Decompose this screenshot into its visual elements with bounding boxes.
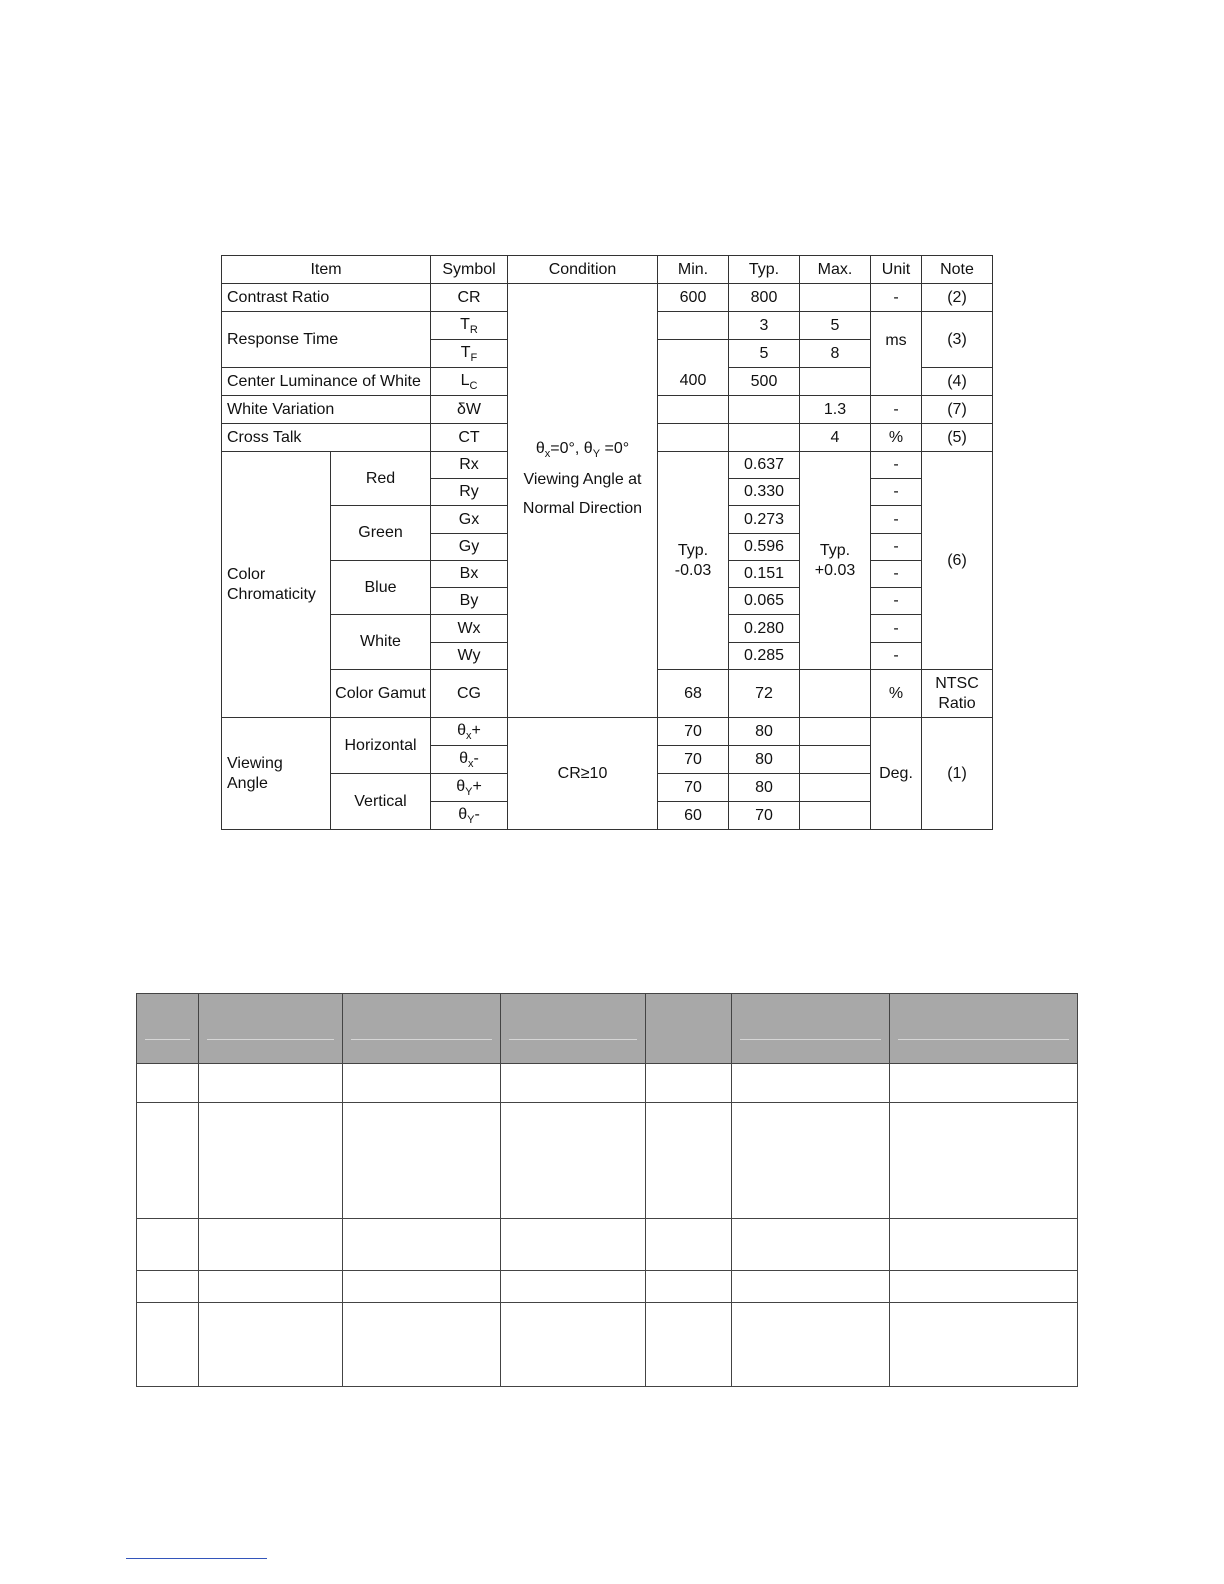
viewing-symbol: $\theta_Y-$: [431, 802, 508, 830]
condition-line-3: Normal Direction: [522, 500, 643, 517]
chroma-unit: -: [871, 643, 922, 670]
chromaticity-item: Color Chromaticity: [222, 452, 331, 718]
chroma-typ: 0.330: [729, 479, 800, 506]
chroma-typ: 0.273: [729, 506, 800, 534]
chroma-note: (6): [922, 452, 993, 670]
chroma-symbol: Wx: [431, 615, 508, 643]
chroma-group-green: Green: [331, 506, 431, 561]
header-unit: Unit: [871, 256, 922, 284]
response-unit: ms: [871, 312, 922, 396]
grid-row: [137, 1103, 1078, 1219]
viewing-condition: CR≥10: [508, 718, 658, 830]
chroma-symbol: Wy: [431, 643, 508, 670]
header-condition: Condition: [508, 256, 658, 284]
chroma-group-red: Red: [331, 452, 431, 506]
chroma-symbol: Rx: [431, 452, 508, 479]
header-typ: Typ.: [729, 256, 800, 284]
cross-talk-symbol: CT: [431, 424, 508, 452]
footnote-separator: [126, 1558, 267, 1559]
chroma-symbol: Gy: [431, 534, 508, 561]
chroma-typ: 0.280: [729, 615, 800, 643]
optical-characteristics-table: [221, 255, 993, 830]
chroma-unit: -: [871, 506, 922, 534]
chroma-symbol: Bx: [431, 561, 508, 588]
chroma-unit: -: [871, 588, 922, 615]
color-gamut-typ: 72: [729, 670, 800, 718]
condition-normal-direction: $\theta_x=0^\circ$, $\theta_Y =0^\circ$ Viewing Angle at Normal Direction: [508, 284, 658, 718]
contrast-item: Contrast Ratio: [222, 284, 431, 312]
viewing-unit: Deg.: [871, 718, 922, 830]
grid-row: [137, 1271, 1078, 1303]
grid-row: [137, 1219, 1078, 1271]
white-variation-symbol: δW: [431, 396, 508, 424]
header-symbol: Symbol: [431, 256, 508, 284]
luminance-max: [800, 368, 871, 396]
luminance-item: Center Luminance of White: [222, 368, 431, 396]
viewing-min: 70: [658, 718, 729, 746]
grid-header-cell: [646, 994, 732, 1064]
chroma-unit: -: [871, 452, 922, 479]
chroma-group-white: White: [331, 615, 431, 670]
chroma-symbol: Ry: [431, 479, 508, 506]
viewing-angle-item: Viewing Angle: [222, 718, 331, 830]
response-note: (3): [922, 312, 993, 368]
response-symbol-r: $T_R$: [431, 312, 508, 340]
grid-header-cell: [501, 994, 646, 1064]
viewing-symbol: $\theta_Y+$: [431, 774, 508, 802]
chroma-unit: -: [871, 479, 922, 506]
viewing-symbol: $\theta_x-$: [431, 746, 508, 774]
response-symbol-f: $T_F$: [431, 340, 508, 368]
response-rise-min: [658, 312, 729, 340]
chroma-group-blue: Blue: [331, 561, 431, 615]
luminance-min: 400: [658, 340, 729, 396]
viewing-typ: 80: [729, 774, 800, 802]
contrast-max: [800, 284, 871, 312]
viewing-min: 70: [658, 746, 729, 774]
header-min: Min.: [658, 256, 729, 284]
response-rise-typ: 3: [729, 312, 800, 340]
header-item: Item: [222, 256, 431, 284]
viewing-min: 70: [658, 774, 729, 802]
grid-header-cell: [890, 994, 1078, 1064]
header-row: [222, 256, 993, 284]
viewing-horizontal: Horizontal: [331, 718, 431, 774]
chroma-symbol: By: [431, 588, 508, 615]
white-variation-max: 1.3: [800, 396, 871, 424]
header-max: Max.: [800, 256, 871, 284]
chroma-typ: 0.637: [729, 452, 800, 479]
color-gamut-unit: %: [871, 670, 922, 718]
chroma-typ: 0.596: [729, 534, 800, 561]
contrast-row: [222, 284, 993, 312]
cross-talk-max: 4: [800, 424, 871, 452]
empty-grid-table: [136, 993, 1078, 1387]
chroma-symbol: Gx: [431, 506, 508, 534]
contrast-unit: -: [871, 284, 922, 312]
grid-header-cell: [199, 994, 343, 1064]
grid-row: [137, 1303, 1078, 1387]
color-gamut-item: Color Gamut: [331, 670, 431, 718]
condition-line-2: Viewing Angle at: [523, 471, 642, 488]
chroma-typ: 0.151: [729, 561, 800, 588]
response-fall-typ: 5: [729, 340, 800, 368]
grid-row: [137, 1064, 1078, 1103]
grid-header-cell: [343, 994, 501, 1064]
viewing-note: (1): [922, 718, 993, 830]
color-gamut-symbol: CG: [431, 670, 508, 718]
white-variation-item: White Variation: [222, 396, 431, 424]
viewing-typ: 70: [729, 802, 800, 830]
cross-talk-unit: %: [871, 424, 922, 452]
chroma-typ: 0.285: [729, 643, 800, 670]
luminance-symbol: $L_C$: [431, 368, 508, 396]
viewing-typ: 80: [729, 718, 800, 746]
chroma-unit: -: [871, 561, 922, 588]
contrast-typ: 800: [729, 284, 800, 312]
response-fall-max: 8: [800, 340, 871, 368]
chroma-max: Typ. +0.03: [800, 452, 871, 670]
viewing-vertical: Vertical: [331, 774, 431, 830]
header-note: Note: [922, 256, 993, 284]
luminance-typ: 500: [729, 368, 800, 396]
chroma-typ: 0.065: [729, 588, 800, 615]
viewing-row-x-plus: [222, 718, 993, 746]
cross-talk-note: (5): [922, 424, 993, 452]
grid-header-cell: [137, 994, 199, 1064]
chroma-min: Typ. -0.03: [658, 452, 729, 670]
viewing-typ: 80: [729, 746, 800, 774]
contrast-note: (2): [922, 284, 993, 312]
cross-talk-item: Cross Talk: [222, 424, 431, 452]
contrast-symbol: CR: [431, 284, 508, 312]
white-variation-note: (7): [922, 396, 993, 424]
response-item: Response Time: [222, 312, 431, 368]
color-gamut-note: NTSC Ratio: [922, 670, 993, 718]
response-rise-max: 5: [800, 312, 871, 340]
viewing-symbol: $\theta_x+$: [431, 718, 508, 746]
chroma-unit: -: [871, 534, 922, 561]
viewing-min: 60: [658, 802, 729, 830]
contrast-min: 600: [658, 284, 729, 312]
grid-header-cell: [732, 994, 890, 1064]
chroma-unit: -: [871, 615, 922, 643]
grid-header-row: [137, 994, 1078, 1064]
luminance-note: (4): [922, 368, 993, 396]
color-gamut-max: [800, 670, 871, 718]
color-gamut-min: 68: [658, 670, 729, 718]
white-variation-unit: -: [871, 396, 922, 424]
